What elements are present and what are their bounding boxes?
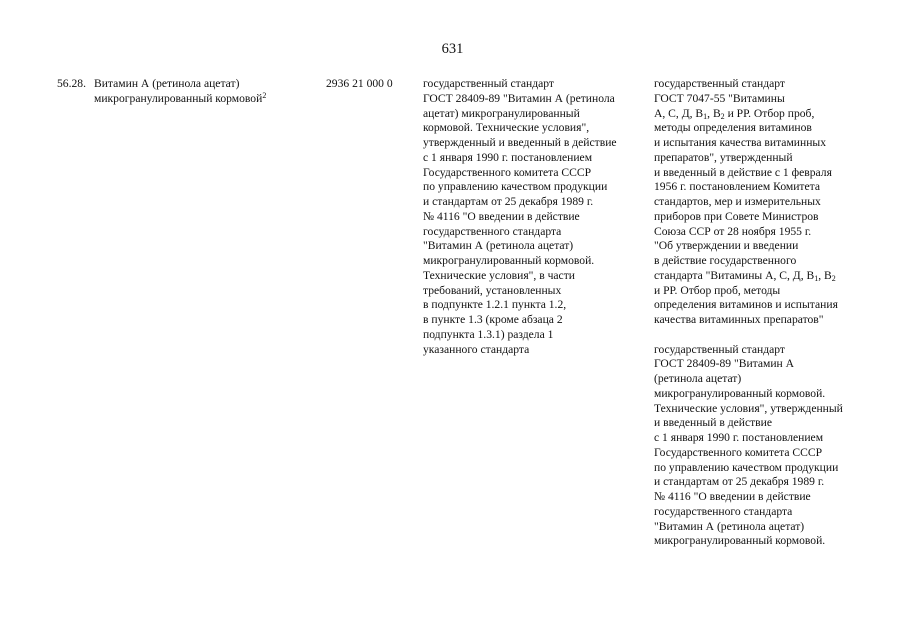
requirements-line: № 4116 "О введении в действие [423, 209, 580, 223]
standard-text: , В [707, 106, 721, 120]
standard-line: и испытания качества витаминных [654, 136, 826, 149]
requirements-line: ацетат) микрогранулированный [423, 106, 580, 120]
subscript: 1 [703, 111, 708, 121]
page-number: 631 [441, 41, 464, 57]
row-number [57, 77, 89, 92]
standards-column [654, 77, 879, 549]
standard-block-gost-7047-55 [654, 77, 879, 328]
requirements-line: утвержденный и введенный в действие [423, 136, 617, 149]
standard-line: микрогранулированный кормовой. [654, 386, 826, 400]
subscript: 1 [814, 273, 819, 283]
row-number-text: 56.28. [57, 77, 86, 90]
standard-line: Государственного комитета СССР [654, 445, 823, 459]
standard-line: приборов при Совете Министров [654, 209, 819, 223]
standard-line: определения витаминов и испытания [654, 298, 838, 312]
product-name-line [94, 92, 309, 107]
subscript: 2 [720, 111, 725, 121]
standard-line [654, 107, 879, 122]
standard-line: с 1 января 1990 г. постановлением [654, 431, 824, 444]
requirements-line: с 1 января 1990 г. постановлением [423, 150, 593, 164]
standard-line: стандартов, мер и измерительных [654, 195, 821, 208]
standard-line: в действие государственного [654, 254, 797, 267]
standard-line: методы определения витаминов [654, 121, 812, 135]
requirements-line: государственного стандарта [423, 224, 562, 238]
standard-line: "Об утверждении и введении [654, 239, 799, 253]
standard-block-gost-28409-89 [654, 343, 879, 550]
standard-text: А, С, Д, В [654, 106, 704, 120]
requirements-line: Технические условия", в части [423, 268, 575, 282]
standard-line: Союза ССР от 28 ноября 1955 г. [654, 224, 812, 238]
standard-line: № 4116 "О введении в действие [654, 490, 811, 503]
subscript: 2 [831, 273, 836, 283]
requirements-line: ГОСТ 28409-89 "Витамин А (ретинола [423, 91, 615, 105]
product-name-line: Витамин А (ретинола ацетат) [94, 77, 240, 90]
standard-line: и РР. Отбор проб, методы [654, 283, 781, 297]
requirements-line: Государственного комитета СССР [423, 165, 592, 179]
requirements-line: в подпункте 1.2.1 пункта 1.2, [423, 298, 567, 312]
standard-line: государственного стандарта [654, 504, 793, 518]
standard-line: препаратов", утвержденный [654, 150, 793, 164]
standard-line: государственный стандарт [654, 342, 785, 356]
standard-line: ГОСТ 7047-55 "Витамины [654, 91, 785, 105]
requirements-line: указанного стандарта [423, 342, 530, 356]
tn-ved-code [326, 77, 416, 92]
requirements-line: государственный стандарт [423, 77, 554, 90]
standard-line: Технические условия", утвержденный [654, 401, 843, 415]
requirements-line: по управлению качеством продукции [423, 180, 608, 194]
requirements-line: требований, установленных [423, 283, 562, 297]
standard-line: и введенный в действие [654, 416, 772, 430]
paragraph-gap [654, 328, 879, 343]
standard-line: и стандартам от 25 декабря 1989 г. [654, 475, 825, 489]
requirements-line: и стандартам от 25 декабря 1989 г. [423, 195, 594, 208]
standard-line: ГОСТ 28409-89 "Витамин А [654, 357, 795, 371]
product-name-text: микрогранулированный кормовой [94, 91, 263, 105]
standard-line [654, 269, 879, 284]
standard-line: качества витаминных препаратов" [654, 313, 824, 326]
standard-line: и введенный в действие с 1 февраля [654, 165, 832, 179]
standard-text: стандарта "Витамины А, С, Д, В [654, 268, 815, 282]
footnote-mark: 2 [262, 90, 267, 100]
standard-line: государственный стандарт [654, 77, 785, 90]
standard-line: (ретинола ацетат) [654, 372, 742, 385]
standard-text: и РР. Отбор проб, [724, 106, 815, 120]
standard-line: по управлению качеством продукции [654, 460, 839, 474]
requirements-line: "Витамин А (ретинола ацетат) [423, 239, 574, 253]
tn-ved-code-text: 2936 21 000 0 [326, 77, 393, 90]
standard-line: "Витамин А (ретинола ацетат) [654, 519, 805, 533]
requirements-column [423, 77, 645, 357]
standard-line: микрогранулированный кормовой. [654, 534, 826, 548]
standard-line: 1956 г. постановлением Комитета [654, 180, 821, 194]
requirements-line: кормовой. Технические условия", [423, 121, 590, 135]
requirements-line: в пункте 1.3 (кроме абзаца 2 [423, 313, 563, 326]
product-name [94, 77, 309, 107]
requirements-line: подпункта 1.3.1) раздела 1 [423, 327, 554, 341]
requirements-line: микрогранулированный кормовой. [423, 254, 595, 267]
standard-text: , В [818, 268, 832, 282]
